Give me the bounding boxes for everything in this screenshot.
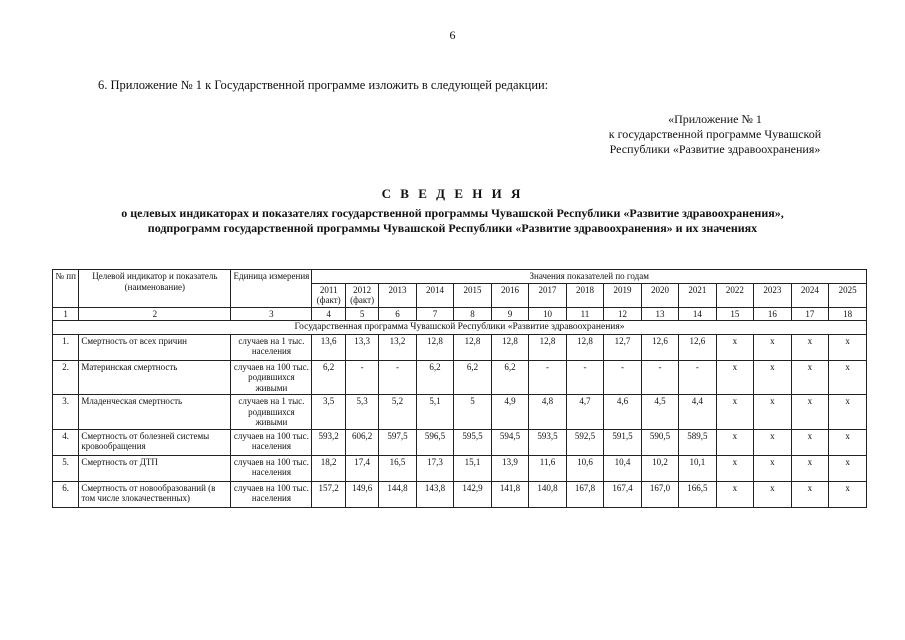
column-number: 8 — [454, 307, 491, 321]
value-cell: 592,5 — [566, 429, 603, 455]
value-cell: 12,8 — [454, 334, 491, 360]
value-cell: 596,5 — [416, 429, 453, 455]
header-year: 2023 — [754, 283, 791, 307]
value-cell: х — [829, 455, 867, 481]
value-cell: х — [791, 395, 828, 430]
column-number: 12 — [604, 307, 641, 321]
value-cell: 12,8 — [416, 334, 453, 360]
value-cell: х — [716, 334, 753, 360]
value-cell: 595,5 — [454, 429, 491, 455]
value-cell: х — [716, 455, 753, 481]
value-cell: 6,2 — [491, 360, 528, 395]
section-row — [53, 321, 867, 335]
value-cell: 591,5 — [604, 429, 641, 455]
row-number: 5. — [53, 455, 79, 481]
column-number: 16 — [754, 307, 791, 321]
header-year: 2016 — [491, 283, 528, 307]
column-number: 7 — [416, 307, 453, 321]
column-number: 17 — [791, 307, 828, 321]
value-cell: 142,9 — [454, 481, 491, 507]
table-row — [53, 334, 867, 360]
table-row — [53, 455, 867, 481]
header-no: № пп — [53, 270, 79, 308]
subtitle-line-2: подпрограмм государственной программы Чувашской Республики «Развитие здравоохранения» и их значениях — [147, 221, 758, 235]
header-year: 2013 — [379, 283, 416, 307]
header-year: 2014 — [416, 283, 453, 307]
header-year: 2020 — [641, 283, 678, 307]
value-cell: 5,3 — [345, 395, 378, 430]
value-cell: х — [791, 334, 828, 360]
value-cell: 5 — [454, 395, 491, 430]
value-cell: 13,2 — [379, 334, 416, 360]
row-number: 6. — [53, 481, 79, 507]
value-cell: х — [829, 481, 867, 507]
value-cell: 167,8 — [566, 481, 603, 507]
header-unit: Единица измерения — [231, 270, 312, 308]
value-cell: х — [754, 360, 791, 395]
header-year: 2025 — [829, 283, 867, 307]
value-cell: 4,8 — [529, 395, 566, 430]
row-number: 1. — [53, 334, 79, 360]
header-year: 2018 — [566, 283, 603, 307]
value-cell: х — [829, 429, 867, 455]
value-cell: 5,2 — [379, 395, 416, 430]
value-cell: 157,2 — [312, 481, 345, 507]
unit-cell: случаев на 1 тыс. населения — [231, 334, 312, 360]
table-row — [53, 395, 867, 430]
value-cell: х — [754, 429, 791, 455]
column-number: 10 — [529, 307, 566, 321]
value-cell: - — [566, 360, 603, 395]
appendix-line-1: «Приложение № 1 — [668, 112, 762, 126]
value-cell: 4,7 — [566, 395, 603, 430]
value-cell: 12,6 — [641, 334, 678, 360]
page-number: 6 — [449, 28, 456, 42]
column-numbers-row — [53, 307, 867, 321]
header-values-group: Значения показателей по годам — [312, 270, 867, 284]
value-cell: х — [716, 360, 753, 395]
column-number: 11 — [566, 307, 603, 321]
column-number: 2 — [79, 307, 231, 321]
unit-cell: случаев на 100 тыс. населения — [231, 429, 312, 455]
header-year: 2017 — [529, 283, 566, 307]
value-cell: х — [716, 395, 753, 430]
value-cell: 12,8 — [566, 334, 603, 360]
value-cell: х — [754, 395, 791, 430]
section-title: Государственная программа Чувашской Республики «Развитие здравоохранения» — [53, 321, 867, 335]
value-cell: 18,2 — [312, 455, 345, 481]
table-row — [53, 360, 867, 395]
value-cell: х — [754, 455, 791, 481]
value-cell: 17,4 — [345, 455, 378, 481]
value-cell: х — [829, 360, 867, 395]
value-cell: 11,6 — [529, 455, 566, 481]
table-row — [53, 429, 867, 455]
value-cell: 16,5 — [379, 455, 416, 481]
indicator-name: Смертность от ДТП — [79, 455, 231, 481]
value-cell: х — [716, 429, 753, 455]
value-cell: 4,4 — [679, 395, 716, 430]
value-cell: х — [791, 429, 828, 455]
indicator-name: Смертность от всех причин — [79, 334, 231, 360]
unit-cell: случаев на 100 тыс. населения — [231, 481, 312, 507]
header-year: 2015 — [454, 283, 491, 307]
column-number: 14 — [679, 307, 716, 321]
value-cell: 13,9 — [491, 455, 528, 481]
value-cell: х — [716, 481, 753, 507]
value-cell: - — [379, 360, 416, 395]
subtitle-line-1: о целевых индикаторах и показателях государственной программы Чувашской Республики «Развитие здравоохранения», — [121, 206, 784, 220]
value-cell: 3,5 — [312, 395, 345, 430]
value-cell: 593,2 — [312, 429, 345, 455]
unit-cell: случаев на 100 тыс. населения — [231, 455, 312, 481]
value-cell: 10,6 — [566, 455, 603, 481]
value-cell: 13,3 — [345, 334, 378, 360]
indicator-name: Материнская смертность — [79, 360, 231, 395]
value-cell: 597,5 — [379, 429, 416, 455]
value-cell: 5,1 — [416, 395, 453, 430]
column-number: 18 — [829, 307, 867, 321]
column-number: 15 — [716, 307, 753, 321]
value-cell: 6,2 — [454, 360, 491, 395]
header-year: 2019 — [604, 283, 641, 307]
value-cell: 144,8 — [379, 481, 416, 507]
value-cell: х — [791, 481, 828, 507]
value-cell: х — [829, 395, 867, 430]
value-cell: - — [679, 360, 716, 395]
value-cell: 140,8 — [529, 481, 566, 507]
value-cell: 12,8 — [529, 334, 566, 360]
value-cell: 149,6 — [345, 481, 378, 507]
value-cell: 4,9 — [491, 395, 528, 430]
value-cell: 143,8 — [416, 481, 453, 507]
value-cell: х — [829, 334, 867, 360]
value-cell: х — [754, 334, 791, 360]
value-cell: 141,8 — [491, 481, 528, 507]
value-cell: 10,2 — [641, 455, 678, 481]
value-cell: 4,5 — [641, 395, 678, 430]
row-number: 3. — [53, 395, 79, 430]
document-title: С В Е Д Е Н И Я — [381, 186, 524, 201]
value-cell: 10,1 — [679, 455, 716, 481]
header-year: 2012 (факт) — [345, 283, 378, 307]
value-cell: 594,5 — [491, 429, 528, 455]
indicators-table — [52, 269, 867, 508]
unit-cell: случаев на 1 тыс. родившихся живыми — [231, 395, 312, 430]
value-cell: 10,4 — [604, 455, 641, 481]
appendix-line-3: Республики «Развитие здравоохранения» — [609, 142, 821, 156]
column-number: 1 — [53, 307, 79, 321]
intro-paragraph: 6. Приложение № 1 к Государственной программе изложить в следующей редакции: — [98, 78, 549, 92]
value-cell: - — [641, 360, 678, 395]
value-cell: - — [529, 360, 566, 395]
document-subtitle — [40, 206, 865, 236]
column-number: 6 — [379, 307, 416, 321]
value-cell: 13,6 — [312, 334, 345, 360]
value-cell: 166,5 — [679, 481, 716, 507]
value-cell: 12,7 — [604, 334, 641, 360]
row-number: 4. — [53, 429, 79, 455]
value-cell: х — [791, 455, 828, 481]
header-indicator: Целевой индикатор и показатель (наименование) — [79, 270, 231, 308]
value-cell: 15,1 — [454, 455, 491, 481]
value-cell: 589,5 — [679, 429, 716, 455]
unit-cell: случаев на 100 тыс. родившихся живыми — [231, 360, 312, 395]
value-cell: 12,6 — [679, 334, 716, 360]
header-year: 2022 — [716, 283, 753, 307]
value-cell: х — [791, 360, 828, 395]
value-cell: 17,3 — [416, 455, 453, 481]
appendix-reference — [590, 112, 840, 157]
column-number: 5 — [345, 307, 378, 321]
value-cell: 6,2 — [312, 360, 345, 395]
header-year: 2011 (факт) — [312, 283, 345, 307]
column-number: 3 — [231, 307, 312, 321]
header-year: 2021 — [679, 283, 716, 307]
appendix-line-2: к государственной программе Чувашской — [608, 127, 822, 141]
header-year: 2024 — [791, 283, 828, 307]
value-cell: 6,2 — [416, 360, 453, 395]
indicator-name: Младенческая смертность — [79, 395, 231, 430]
value-cell: 12,8 — [491, 334, 528, 360]
value-cell: 4,6 — [604, 395, 641, 430]
row-number: 2. — [53, 360, 79, 395]
value-cell: - — [345, 360, 378, 395]
value-cell: 606,2 — [345, 429, 378, 455]
value-cell: - — [604, 360, 641, 395]
value-cell: 167,4 — [604, 481, 641, 507]
table-row — [53, 481, 867, 507]
value-cell: х — [754, 481, 791, 507]
column-number: 13 — [641, 307, 678, 321]
value-cell: 167,0 — [641, 481, 678, 507]
column-number: 4 — [312, 307, 345, 321]
column-number: 9 — [491, 307, 528, 321]
indicator-name: Смертность от новообразований (в том числе злокачественных) — [79, 481, 231, 507]
value-cell: 593,5 — [529, 429, 566, 455]
indicator-name: Смертность от болезней системы кровообращения — [79, 429, 231, 455]
value-cell: 590,5 — [641, 429, 678, 455]
